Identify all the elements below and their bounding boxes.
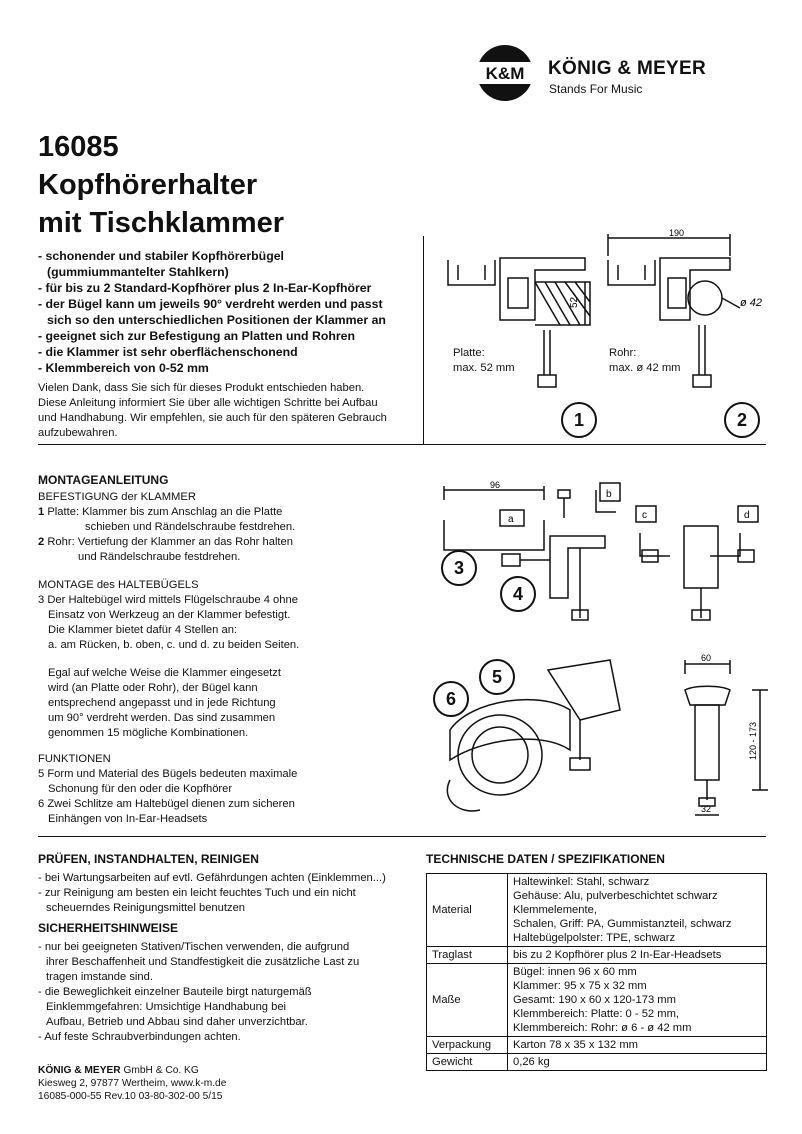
spec-key: Maße (427, 964, 508, 1037)
spec-line: Haltewinkel: Stahl, schwarz (513, 876, 650, 888)
step-num: 1 (38, 506, 45, 518)
spec-row-material (427, 874, 767, 947)
km-logo-text: K&M (485, 64, 525, 83)
befestigung-steps (38, 505, 418, 565)
feature-item: - Klemmbereich von 0-52 mm (38, 361, 209, 375)
platte-value: max. 52 mm (453, 362, 515, 374)
spec-line: Klemmelemente, (513, 904, 597, 916)
footer-company: GmbH & Co. KG (120, 1065, 199, 1076)
spec-row-masse (427, 964, 767, 1037)
pruefen-list (38, 871, 418, 916)
spec-key: Verpackung (427, 1037, 508, 1054)
funktion-line: 6 Zwei Schlitze am Haltebügel dienen zum sicheren (38, 798, 295, 810)
sicherheit-line: Einklemmgefahren: Umsichtige Handhabung bei (46, 1001, 287, 1013)
intro-line: und Handhabung. Wir empfehlen, sie auch für den späteren Gebrauch (38, 412, 387, 424)
intro-text (38, 381, 426, 441)
step-number-5: 5 (479, 659, 515, 695)
spec-key: Gewicht (427, 1054, 508, 1071)
spec-line: bis zu 2 Kopfhörer plus 2 In-Ear-Headsets (513, 949, 722, 961)
combination-line: Egal auf welche Weise die Klammer eingesetzt (48, 667, 281, 679)
clamp-mounting-diagram (440, 230, 770, 440)
footer-brand: KÖNIG & MEYER (38, 1065, 121, 1076)
montage-line: a. am Rücken, b. oben, c. und d. zu beiden Seiten. (48, 639, 300, 651)
sicherheit-line: - nur bei geeigneten Stativen/Tischen verwenden, die aufgrund (38, 941, 350, 953)
dim-120-173: 120 - 173 (748, 721, 758, 760)
product-number: 16085 (38, 131, 119, 163)
spec-line: Klemmbereich: Platte: 0 - 52 mm, (513, 1008, 680, 1020)
combination-line: entsprechend angepasst und in jede Richtung (48, 697, 276, 709)
feature-item: - geeignet sich zur Befestigung an Platten und Rohren (38, 329, 356, 343)
feature-list (38, 248, 430, 376)
combination-text (48, 666, 418, 741)
combination-line: wird (an Platte oder Rohr), der Bügel kann (48, 682, 258, 694)
spec-row-verpackung (427, 1037, 767, 1054)
step-text: schieben und Rändelschraube festdrehen. (85, 521, 296, 533)
dim-phi42: ø 42 (740, 297, 763, 309)
step-number-4: 4 (500, 576, 536, 612)
rohr-value: max. ø 42 mm (609, 362, 681, 374)
montage-line: Einsatz von Werkzeug an der Klammer befestigt. (48, 609, 291, 621)
spec-key: Traglast (427, 947, 508, 964)
step-number-6: 6 (433, 681, 469, 717)
feature-item: - die Klammer ist sehr oberflächenschonend (38, 345, 298, 359)
dim-96: 96 (490, 480, 501, 490)
product-name-line2: mit Tischklammer (38, 207, 285, 239)
combination-line: genommen 15 mögliche Kombinationen. (48, 727, 249, 739)
funktion-line: Schonung für den oder die Kopfhörer (48, 783, 233, 795)
spec-row-traglast (427, 947, 767, 964)
tech-heading: TECHNISCHE DATEN / SPEZIFIKATIONEN (426, 852, 665, 866)
spec-line: Gesamt: 190 x 60 x 120-173 mm (513, 994, 676, 1006)
page-title (38, 128, 284, 242)
funktionen-heading: FUNKTIONEN (38, 753, 111, 765)
spec-line: Karton 78 x 35 x 132 mm (513, 1039, 638, 1051)
spec-line: Bügel: innen 96 x 60 mm (513, 966, 637, 978)
spec-value (508, 964, 767, 1037)
intro-line: Diese Anleitung informiert Sie über alle wichtigen Schritte bei Aufbau (38, 397, 378, 409)
platte-label: Platte: (453, 347, 485, 359)
spec-value (508, 1054, 767, 1071)
sicherheit-line: tragen imstande sind. (46, 971, 153, 983)
intro-line: aufzubewahren. (38, 427, 118, 439)
dim-190: 190 (669, 228, 685, 238)
product-name-line1: Kopfhörerhalter (38, 169, 258, 201)
km-logo-mark (476, 44, 534, 102)
montage-buegel-heading: MONTAGE des HALTEBÜGELS (38, 579, 199, 591)
sicherheit-line: - Auf feste Schraubverbindungen achten. (38, 1031, 241, 1043)
step-number-3: 3 (441, 550, 477, 586)
step-number-1: 1 (561, 402, 597, 438)
label-c: c (642, 510, 647, 521)
label-a: a (508, 514, 514, 525)
step-num: 2 (38, 536, 45, 548)
label-d: d (744, 510, 750, 521)
step-text: und Rändelschraube festdrehen. (78, 551, 241, 563)
spec-value (508, 947, 767, 964)
spec-table (426, 873, 767, 1071)
funktionen-list (38, 767, 418, 827)
montage-heading: MONTAGEANLEITUNG (38, 473, 169, 487)
step-text: Rohr: Vertiefung der Klammer an das Rohr halten (47, 536, 293, 548)
feature-item: - für bis zu 2 Standard-Kopfhörer plus 2 In-Ear-Kopfhörer (38, 281, 372, 295)
bracket-mounting-diagram (440, 478, 770, 628)
footer (38, 1064, 226, 1103)
spec-line: Klammer: 95 x 75 x 32 mm (513, 980, 647, 992)
pruefen-line: - bei Wartungsarbeiten auf evtl. Gefährdungen achten (Einklemmen...) (38, 872, 386, 884)
brand-name: KÖNIG & MEYER (548, 58, 707, 79)
dim-60: 60 (701, 653, 712, 663)
label-b: b (606, 489, 612, 500)
brand-tagline: Stands For Music (549, 82, 643, 96)
spec-line: 0,26 kg (513, 1056, 550, 1068)
horizontal-divider (38, 444, 766, 445)
feature-item: - schonender und stabiler Kopfhörerbügel (38, 249, 284, 263)
dim-32: 32 (701, 804, 712, 814)
pruefen-line: - zur Reinigung am besten ein leicht feuchtes Tuch und ein nicht (38, 887, 356, 899)
feature-item: sich so den unterschiedlichen Positionen der Klammer an (47, 313, 386, 327)
montage-steps (38, 593, 418, 653)
feature-item: (gummiummantelter Stahlkern) (47, 265, 229, 279)
dim-52: 52 (569, 296, 580, 308)
spec-value (508, 1037, 767, 1054)
montage-line: 3 Der Haltebügel wird mittels Flügelschraube 4 ohne (38, 594, 298, 606)
footer-docref: 16085-000-55 Rev.10 03-80-302-00 5/15 (38, 1091, 223, 1102)
spec-line: Haltebügelpolster: TPE, schwarz (513, 932, 676, 944)
spec-line: Schalen, Griff: PA, Gummistanzteil, schwarz (513, 918, 732, 930)
funktion-line: 5 Form und Material des Bügels bedeuten maximale (38, 768, 298, 780)
montage-line: Die Klammer bietet dafür 4 Stellen an: (48, 624, 238, 636)
sicherheit-line: - die Beweglichkeit einzelner Bauteile birgt naturgemäß (38, 986, 312, 998)
pruefen-heading: PRÜFEN, INSTANDHALTEN, REINIGEN (38, 852, 259, 866)
spec-line: Gehäuse: Alu, pulverbeschichtet schwarz (513, 890, 718, 902)
spec-value (508, 874, 767, 947)
spec-line: Klemmbereich: Rohr: ø 6 - ø 42 mm (513, 1022, 692, 1034)
feature-item: - der Bügel kann um jeweils 90° verdreht werden und passt (38, 297, 383, 311)
befestigung-heading: BEFESTIGUNG der KLAMMER (38, 491, 196, 503)
rohr-label: Rohr: (609, 347, 637, 359)
sicherheit-line: ihrer Beschaffenheit und Standfestigkeit die zusätzliche Last zu (46, 956, 360, 968)
intro-line: Vielen Dank, dass Sie sich für dieses Produkt entschieden haben. (38, 382, 365, 394)
footer-address: Kiesweg 2, 97877 Wertheim, www.k-m.de (38, 1078, 227, 1089)
funktion-line: Einhängen von In-Ear-Headsets (48, 813, 208, 825)
spec-row-gewicht (427, 1054, 767, 1071)
step-text: Platte: Klammer bis zum Anschlag an die Platte (47, 506, 283, 518)
sicherheit-line: Aufbau, Betrieb und Abbau sind daher unverzichtbar. (46, 1016, 308, 1028)
sicherheit-list (38, 940, 418, 1045)
horizontal-divider (38, 836, 766, 837)
vertical-divider (423, 236, 424, 444)
spec-key: Material (427, 874, 508, 947)
sicherheit-heading: SICHERHEITSHINWEISE (38, 921, 179, 935)
combination-line: um 90° verdreht werden. Das sind zusammen (48, 712, 276, 724)
pruefen-line: scheuerndes Reinigungsmittel benutzen (46, 902, 246, 914)
step-number-2: 2 (724, 402, 760, 438)
